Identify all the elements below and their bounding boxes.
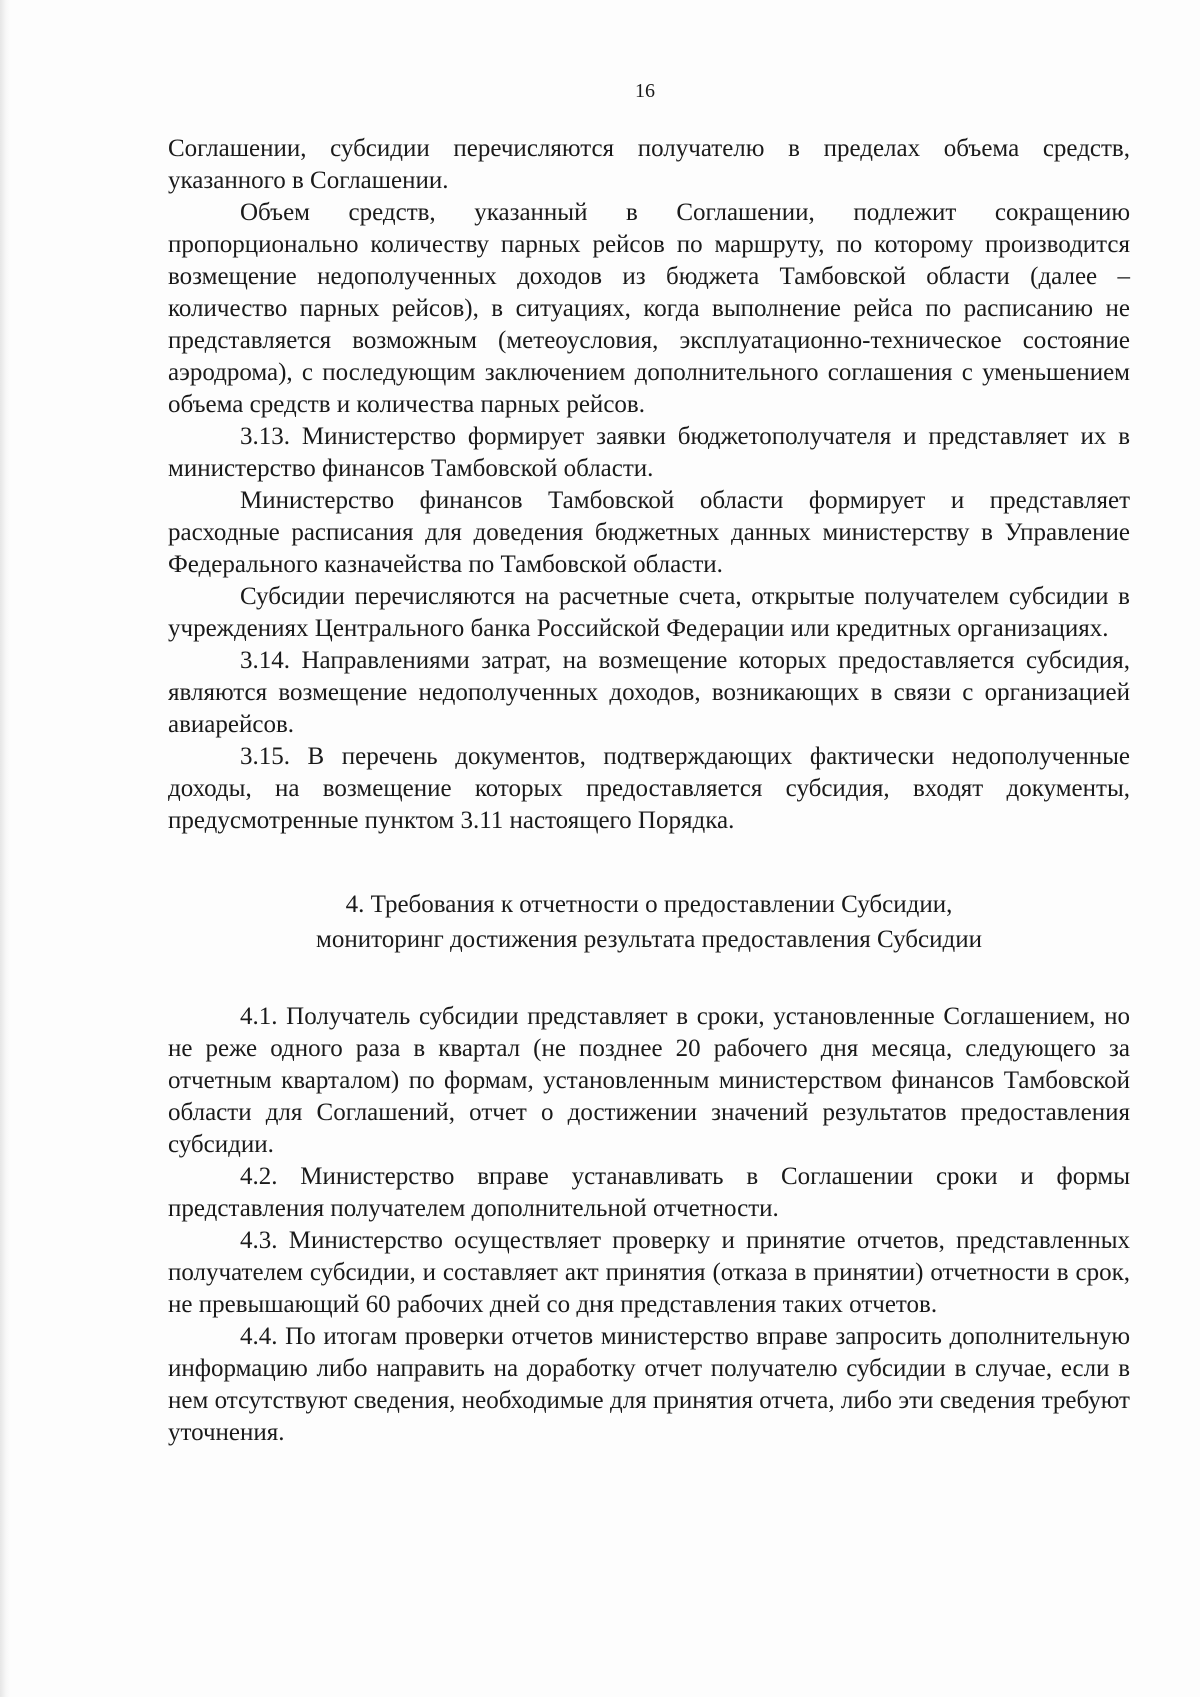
paragraph-3-15: 3.15. В перечень документов, подтверждающих фактически недополученные доходы, на возмещение которых предоставляется субсидия, входят документы, предусмотренные пунктом 3.11 настоящего Порядка.	[168, 743, 1130, 834]
section-4-title-line-2: мониторинг достижения результата предоставления Субсидии	[316, 926, 982, 953]
page-number: 16	[635, 80, 655, 102]
paragraph-subsidy-transfer: Субсидии перечисляются на расчетные счета, открытые получателем субсидии в учреждениях Центрального банка Российской Федерации или кредитных организациях.	[168, 583, 1130, 642]
paragraph-3-14: 3.14. Направлениями затрат, на возмещение которых предоставляется субсидия, являются возмещение недополученных доходов, возникающих в связи с организацией авиарейсов.	[168, 647, 1130, 738]
paragraph-4-3: 4.3. Министерство осуществляет проверку и принятие отчетов, представленных получателем субсидии, и составляет акт принятия (отказа в принятии) отчетности в срок, не превышающий 60 рабочих дней со дня представления таких отчетов.	[168, 1227, 1130, 1318]
scan-edge	[0, 0, 10, 1697]
paragraph-ministry-finance: Министерство финансов Тамбовской области формирует и представляет расходные расписания для доведения бюджетных данных министерству в Управление Федерального казначейства по Тамбовской области.	[168, 487, 1130, 578]
paragraph-4-1: 4.1. Получатель субсидии представляет в сроки, установленные Соглашением, но не реже одного раза в квартал (не позднее 20 рабочего дня месяца, следующего за отчетным кварталом) по формам, установленным министерством финансов Тамбовской области для Соглашений, отчет о достижении значений результатов предоставления субсидии.	[168, 1003, 1130, 1158]
paragraph-continuation: Соглашении, субсидии перечисляются получателю в пределах объема средств, указанного в Соглашении.	[168, 135, 1130, 194]
paragraph-4-2: 4.2. Министерство вправе устанавливать в Соглашении сроки и формы представления получателем дополнительной отчетности.	[168, 1163, 1130, 1222]
section-4-heading	[168, 887, 1130, 957]
paragraph-volume-reduction: Объем средств, указанный в Соглашении, подлежит сокращению пропорционально количеству парных рейсов по маршруту, по которому производится возмещение недополученных доходов из бюджета Тамбовской области (далее – количество парных рейсов), в ситуациях, когда выполнение рейса по расписанию не представляется возможным (метеоусловия, эксплуатационно-техническое состояние аэродрома), с последующим заключением дополнительного соглашения с уменьшением объема средств и количества парных рейсов.	[168, 199, 1130, 418]
paragraph-4-4: 4.4. По итогам проверки отчетов министерство вправе запросить дополнительную информацию либо направить на доработку отчет получателю субсидии в случае, если в нем отсутствуют сведения, необходимые для принятия отчета, либо эти сведения требуют уточнения.	[168, 1323, 1130, 1446]
paragraph-3-13: 3.13. Министерство формирует заявки бюджетополучателя и представляет их в министерство финансов Тамбовской области.	[168, 423, 1130, 482]
document-body	[168, 133, 1130, 1449]
section-4-title-line-1: 4. Требования к отчетности о предоставлении Субсидии,	[345, 891, 953, 918]
